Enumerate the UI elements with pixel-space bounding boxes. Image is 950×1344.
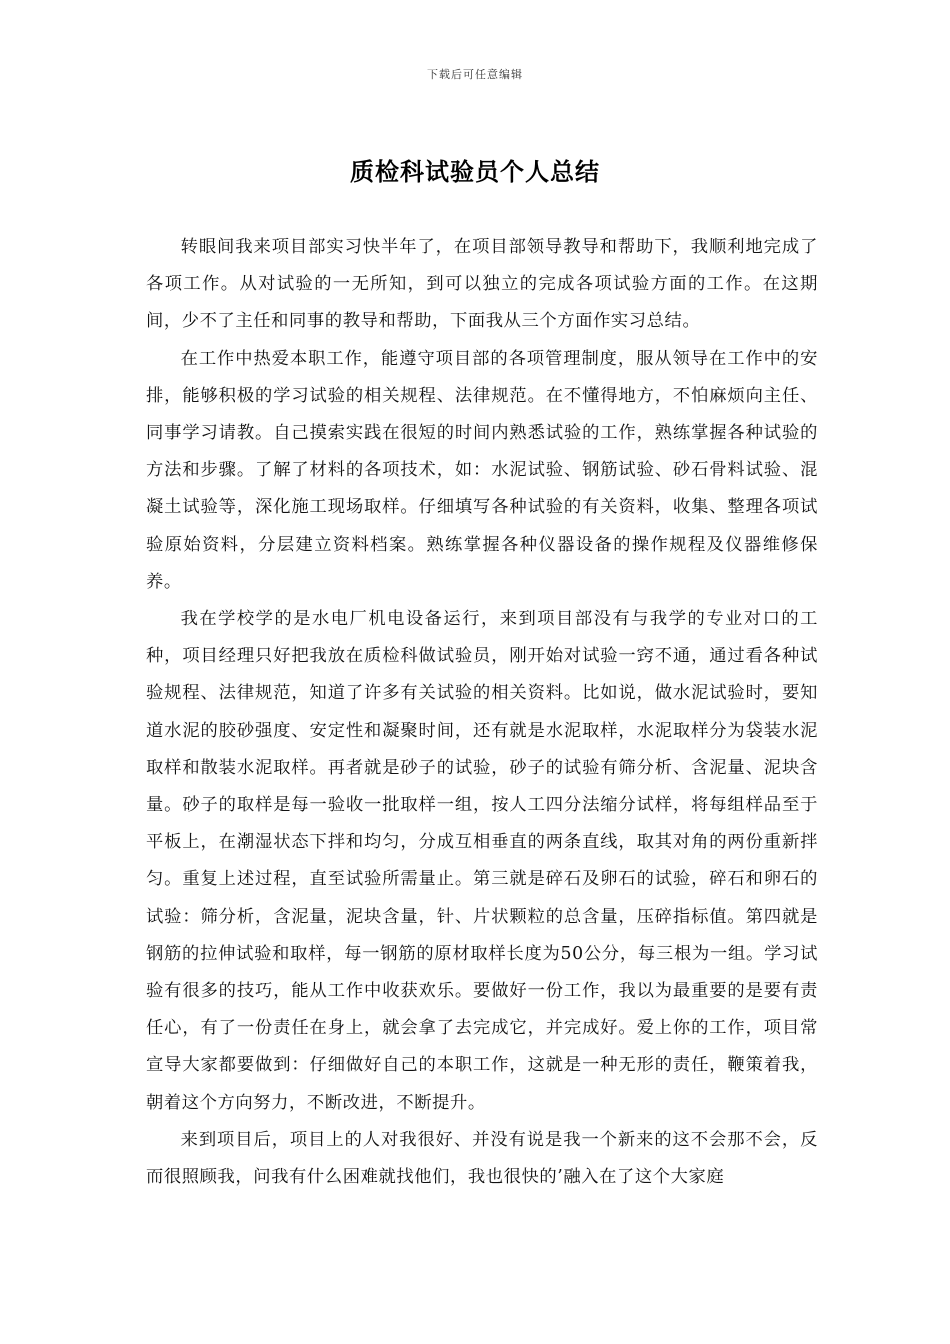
paragraph-team: 来到项目后，项目上的人对我很好、并没有说是我一个新来的这不会那不会，反而很照顾我，问我有什么困难就找他们，我也很快的’融入在了这个大家庭 [146, 1129, 818, 1188]
document-body [146, 229, 818, 1196]
paragraph-intro: 转眼间我来项目部实习快半年了，在项目部领导教导和帮助下，我顺利地完成了各项工作。从对试验的一无所知，到可以独立的完成各项试验方面的工作。在这期间，少不了主任和同事的教导和帮助，下面我从三个方面作实习总结。 [146, 237, 818, 332]
header-note: 下载后可任意编辑 [427, 68, 523, 81]
document-title: 质检科试验员个人总结 [350, 157, 600, 186]
paragraph-work-attitude: 在工作中热爱本职工作，能遵守项目部的各项管理制度，服从领导在工作中的安排，能够积极的学习试验的相关规程、法律规范。在不懂得地方，不怕麻烦向主任、同事学习请教。自己摸索实践在很短的时间内熟悉试验的工作，熟练掌握各种试验的方法和步骤。了解了材料的各项技术，如：水泥试验、钢筋试验、砂石骨料试验、混凝土试验等，深化施工现场取样。仔细填写各种试验的有关资料，收集、整理各项试验原始资料，分层建立资料档案。熟练掌握各种仪器设备的操作规程及仪器维修保养。 [146, 348, 818, 592]
paragraph-learning-tests: 我在学校学的是水电厂机电设备运行，来到项目部没有与我学的专业对口的工种，项目经理只好把我放在质检科做试验员，刚开始对试验一窍不通，通过看各种试验规程、法律规范，知道了许多有关试验的相关资料。比如说，做水泥试验时，要知道水泥的胶砂强度、安定性和凝聚时间，还有就是水泥取样，水泥取样分为袋装水泥取样和散装水泥取样。再者就是砂子的试验，砂子的试验有筛分析、含泥量、泥块含量。砂子的取样是每一验收一批取样一组，按人工四分法缩分试样，将每组样品至于平板上，在潮湿状态下拌和均匀，分成互相垂直的两条直线，取其对角的两份重新拌匀。重复上述过程，直至试验所需量止。第三就是碎石及卵石的试验，碎石和卵石的试验：筛分析，含泥量，泥块含量，针、片状颗粒的总含量，压碎指标值。第四就是钢筋的拉伸试验和取样，每一钢筋的原材取样长度为50公分，每三根为一组。学习试验有很多的技巧，能从工作中收获欢乐。要做好一份工作，我以为最重要的是要有责任心，有了一份责任在身上，就会拿了去完成它，并完成好。爱上你的工作，项目常宣导大家都要做到：仔细做好自己的本职工作，这就是一种无形的责任，鞭策着我，朝着这个方向努力，不断改进，不断提升。 [146, 609, 818, 1113]
